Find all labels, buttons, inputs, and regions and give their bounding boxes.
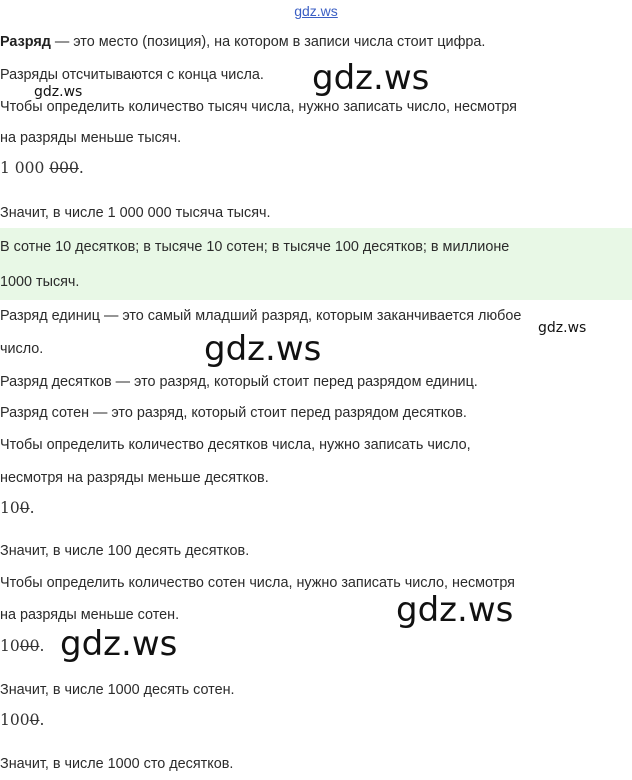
number-kept-digits: 100 bbox=[0, 711, 30, 729]
term-rank: Разряд bbox=[0, 34, 51, 50]
number-kept-digits: 10 bbox=[0, 499, 20, 517]
paragraph-hundreds-rank: Разряд сотен — это разряд, который стоит перед разрядом десятков. bbox=[0, 405, 467, 421]
conclusion-ten-hundreds: Значит, в числе 1000 десять сотен. bbox=[0, 682, 235, 698]
number-kept-digits: 1 000 bbox=[0, 159, 50, 177]
number-end: . bbox=[29, 499, 35, 517]
highlight-line1: В сотне 10 десятков; в тысяче 10 сотен; в тысяче 100 десятков; в миллионе bbox=[0, 239, 510, 255]
watermark-big: gdz.ws bbox=[60, 624, 178, 664]
paragraph-hundreds-line2: на разряды меньше сотен. bbox=[0, 607, 180, 623]
paragraph-tens-line2: несмотря на разряды меньше десятков. bbox=[0, 470, 269, 486]
watermark-big: gdz.ws bbox=[396, 590, 514, 630]
number-struck-digits: 0 bbox=[29, 711, 40, 729]
watermark-top-link[interactable]: gdz.ws bbox=[294, 3, 338, 19]
definition-rank-text: — это место (позиция), на котором в записи числа стоит цифра. bbox=[50, 34, 486, 50]
paragraph-units-line1: Разряд единиц — это самый младший разряд, которым заканчивается любое bbox=[0, 308, 522, 324]
definition-rank bbox=[0, 32, 485, 52]
number-example-million bbox=[0, 159, 84, 177]
watermark-small: gdz.ws bbox=[34, 84, 83, 100]
watermark-small: gdz.ws bbox=[538, 320, 587, 336]
number-end: . bbox=[39, 711, 45, 729]
conclusion-thousand-thousands: Значит, в числе 1 000 000 тысяча тысяч. bbox=[0, 205, 271, 221]
paragraph-hundreds-line1: Чтобы определить количество сотен числа, нужно записать число, несмотря bbox=[0, 575, 515, 591]
number-struck-digits: 000 bbox=[49, 159, 79, 177]
paragraph-thousands-line2: на разряды меньше тысяч. bbox=[0, 130, 182, 146]
number-example-1000-tens bbox=[0, 711, 44, 729]
number-example-100 bbox=[0, 499, 35, 517]
paragraph-tens-line1: Чтобы определить количество десятков числа, нужно записать число, bbox=[0, 437, 471, 453]
paragraph-ranks-counted: Разряды отсчитываются с конца числа. bbox=[0, 67, 264, 83]
paragraph-thousands-line1: Чтобы определить количество тысяч числа, нужно записать число, несмотря bbox=[0, 99, 517, 115]
number-struck-digits: 00 bbox=[19, 637, 40, 655]
number-end: . bbox=[39, 637, 45, 655]
watermark-big: gdz.ws bbox=[312, 58, 430, 98]
paragraph-tens-rank: Разряд десятков — это разряд, который стоит перед разрядом единиц. bbox=[0, 374, 478, 390]
conclusion-ten-tens: Значит, в числе 100 десять десятков. bbox=[0, 543, 250, 559]
number-kept-digits: 10 bbox=[0, 637, 20, 655]
highlight-line2: 1000 тысяч. bbox=[0, 274, 80, 290]
number-struck-digits: 0 bbox=[19, 499, 30, 517]
conclusion-hundred-tens: Значит, в числе 1000 сто десятков. bbox=[0, 756, 234, 772]
number-example-1000-hundreds bbox=[0, 637, 44, 655]
number-end: . bbox=[78, 159, 84, 177]
watermark-big: gdz.ws bbox=[204, 329, 322, 369]
paragraph-units-line2: число. bbox=[0, 341, 44, 357]
